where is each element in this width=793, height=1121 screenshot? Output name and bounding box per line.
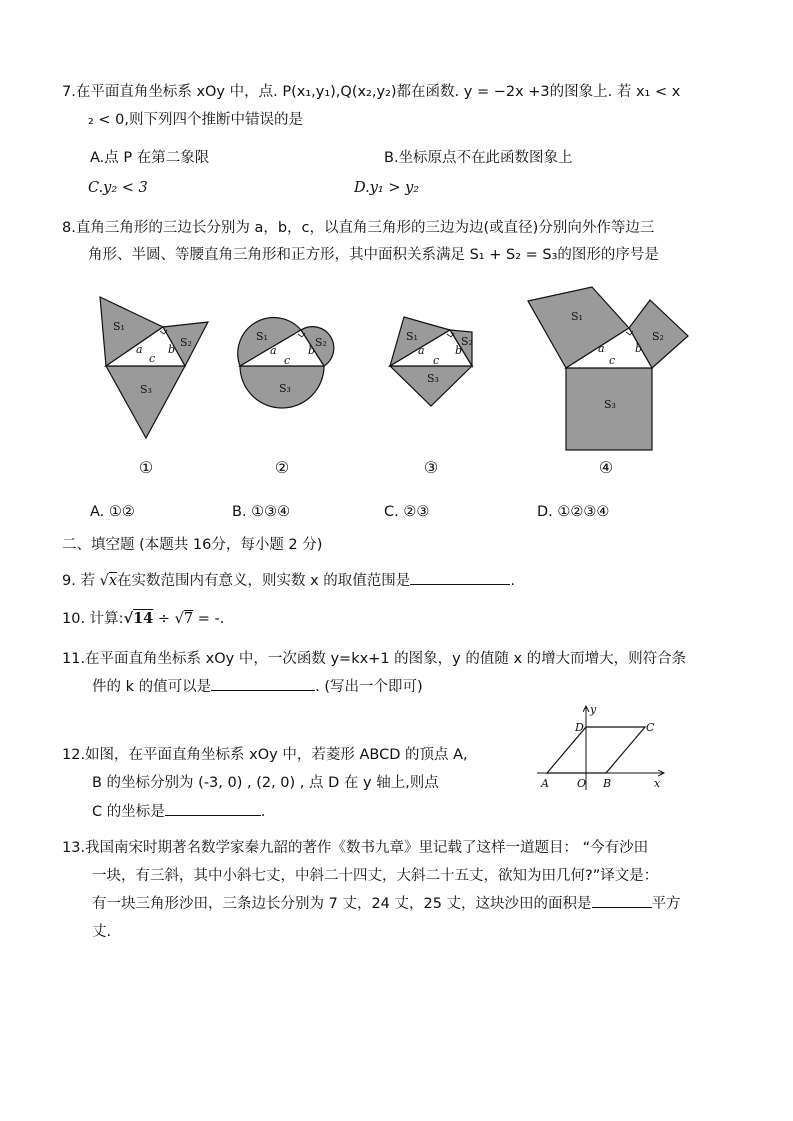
q9-answer-blank[interactable]: [410, 570, 510, 585]
q11-stem-line1: 11.在平面直角坐标系 xOy 中，一次函数 y=kx+1 的图象，y 的值随 x 的增大而增大，则符合条: [62, 651, 687, 667]
fig3-a-label: a: [418, 344, 425, 357]
q8-stem-line1: 8.直角三角形的三边长分别为 a，b，c，以直角三角形的三边为边(或直径)分别向外作等边三: [62, 220, 655, 236]
figure-1-equilateral: [100, 297, 208, 438]
fig4-s3-label: S₃: [604, 398, 616, 411]
point-c-label: C: [646, 721, 655, 734]
figure-2-number: ②: [274, 458, 290, 477]
fig3-s1-label: S₁: [406, 330, 418, 343]
q7-option-c: C.y₂ < 3: [88, 180, 148, 196]
q8-option-a: A. ①②: [90, 504, 135, 520]
q7-option-a: A.点 P 在第二象限: [90, 150, 210, 166]
fig2-c-label: c: [284, 354, 291, 367]
q7-stem-line2: ₂ < 0,则下列四个推断中错误的是: [88, 112, 304, 128]
q10-radicand-1: 14: [133, 610, 154, 627]
fig1-c-label: c: [149, 352, 156, 365]
fig4-c-label: c: [609, 354, 616, 367]
q13-stem-line1: 13.我国南宋时期著名数学家秦九韶的著作《数书九章》里记载了这样一道题目： “今有沙田: [62, 840, 649, 856]
fig3-s2-label: S₂: [461, 335, 473, 348]
q9-line: [62, 569, 515, 590]
q9-radicand: x: [108, 573, 117, 589]
q10-radical-1: √14: [123, 610, 154, 627]
q7-option-b: B.坐标原点不在此函数图象上: [384, 150, 573, 166]
figure-4-squares: [528, 287, 688, 450]
point-d-label: D: [575, 721, 584, 734]
figure-3-isosceles-right: [390, 317, 472, 406]
fig3-b-label: b: [455, 344, 463, 357]
rhombus-abcd: [547, 727, 645, 773]
q11-stem-line2: [92, 675, 423, 696]
q9-text: 在实数范围内有意义，则实数 x 的取值范围是: [117, 573, 411, 589]
q12-stem-line2: B 的坐标分别为 (-3, 0) , (2, 0) , 点 D 在 y 轴上,则点: [92, 775, 439, 791]
q10-divide: ÷: [153, 611, 175, 627]
fig4-s2-label: S₂: [652, 330, 664, 343]
fig1-s1-label: S₁: [113, 320, 125, 333]
x-axis-label: x: [654, 777, 661, 790]
q11-text-end: . (写出一个即可): [315, 679, 423, 695]
fig2-b-label: b: [308, 344, 316, 357]
q9-radical: √x: [99, 573, 117, 589]
q13-stem-line2: 一块，有三斜，其中小斜七丈，中斜二十四丈，大斜二十五丈，欲知为田几何?”译文是：: [92, 868, 659, 884]
q7-stem-line1: 7.在平面直角坐标系 xOy 中，点. P(x₁,y₁),Q(x₂,y₂)都在函数. y = −2x +3的图象上. 若 x₁ < x: [62, 84, 681, 100]
q10-equals: = -.: [193, 611, 225, 627]
fig1-b-label: b: [168, 343, 176, 356]
q12-stem-line1: 12.如图，在平面直角坐标系 xOy 中，若菱形 ABCD 的顶点 A,: [62, 747, 468, 763]
fig1-s3-label: S₃: [140, 383, 152, 396]
q8-stem-line2: 角形、半圆、等腰直角三角形和正方形，其中面积关系满足 S₁ + S₂ = S₃的图形的序号是: [88, 247, 659, 263]
fig2-s3-label: S₃: [279, 382, 291, 395]
fig2-s2-label: S₂: [315, 336, 327, 349]
fig4-b-label: b: [635, 342, 643, 355]
section-2-heading: 二、填空题 (本题共 16分，每小题 2 分): [62, 537, 323, 553]
fig3-c-label: c: [433, 354, 440, 367]
q12-stem-line3: [92, 800, 265, 821]
q11-answer-blank[interactable]: [211, 676, 315, 691]
figure-3-number: ③: [423, 458, 439, 477]
q12-rhombus-graph: [530, 700, 670, 796]
figure-4-number: ④: [598, 458, 614, 477]
q13-stem-line4: 丈.: [92, 924, 112, 940]
q7-option-d: D.y₁ > y₂: [354, 180, 420, 196]
q11-text: 件的 k 的值可以是: [92, 679, 212, 695]
q8-option-b: B. ①③④: [232, 504, 291, 520]
q9-end: .: [510, 573, 515, 589]
q8-option-d: D. ①②③④: [537, 504, 610, 520]
fig1-s2-label: S₂: [180, 336, 192, 349]
figure-1-number: ①: [138, 458, 154, 477]
q9-prefix: 9. 若: [62, 573, 100, 589]
q12-text-end: .: [260, 804, 266, 820]
fig2-s1-label: S₁: [256, 330, 268, 343]
fig1-a-label: a: [136, 343, 143, 356]
origin-label: O: [577, 777, 587, 790]
fig1-s3-triangle: [106, 366, 185, 438]
q10-prefix: 10. 计算:: [62, 611, 124, 627]
q10-radical-2: √7: [174, 611, 194, 627]
fig3-s3-label: S₃: [427, 372, 439, 385]
q8-figures: [0, 285, 793, 485]
point-b-label: B: [603, 777, 612, 790]
q10-radicand-2: 7: [183, 611, 194, 627]
y-axis-label: y: [590, 703, 597, 716]
fig4-s1-label: S₁: [571, 310, 583, 323]
q10-line: [62, 607, 224, 628]
fig4-a-label: a: [598, 342, 605, 355]
q13-stem-line3: [92, 892, 681, 913]
point-a-label: A: [541, 777, 549, 790]
q13-text-end: 平方: [651, 896, 681, 912]
q13-text: 有一块三角形沙田，三条边长分别为 7 丈，24 丈，25 丈，这块沙田的面积是: [92, 896, 592, 912]
q13-answer-blank[interactable]: [592, 893, 652, 908]
q12-answer-blank[interactable]: [165, 801, 261, 816]
q12-text: C 的坐标是: [92, 804, 165, 820]
q8-option-c: C. ②③: [384, 504, 430, 520]
fig2-a-label: a: [270, 344, 277, 357]
